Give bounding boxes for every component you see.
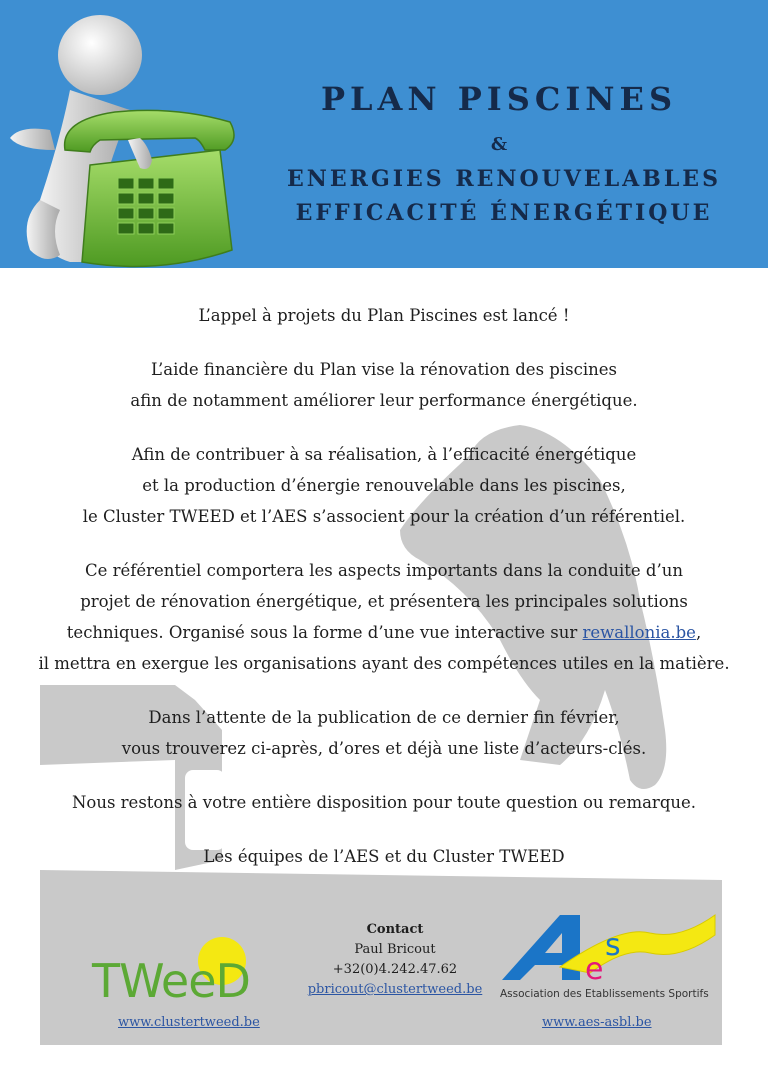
text-line: Ce référentiel comportera les aspects importants dans la conduite d’un [85,561,683,580]
text-line: il mettra en exergue les organisations ayant des compétences utiles en la matière. [38,654,730,673]
text-line: techniques. Organisé sous la forme d’une vue interactive sur [66,623,578,642]
paragraph-contribution [0,439,768,532]
text-line: Nous restons à votre entière disposition pour toute question ou remarque. [71,793,697,812]
text-line: L’appel à projets du Plan Piscines est lancé ! [198,306,570,325]
main-text [0,300,768,895]
subtitle-line-2: EFFICACITÉ ÉNERGÉTIQUE [295,200,713,226]
aes-caption: Association des Etablissements Sportifs [500,988,709,1000]
paragraph-waiting [0,702,768,764]
paragraph-referential [0,555,768,679]
subtitle-line-1: ENERGIES RENOUVELABLES [287,166,721,192]
tweed-website-link[interactable]: www.clustertweed.be [118,1015,260,1030]
text-line: Dans l’attente de la publication de ce dernier fin février, [148,708,620,727]
tweed-logo [90,925,280,1005]
svg-text:e: e [585,952,604,987]
svg-text:s: s [605,928,621,963]
contact-email-link[interactable]: pbricout@clustertweed.be [307,982,483,997]
text-line: projet de rénovation énergétique, et présentera les principales solutions [80,592,688,611]
text-line: le Cluster TWEED et l’AES s’associent pour la création d’un référentiel. [82,507,686,526]
ampersand: & [490,134,508,155]
contact-phone: +32(0)4.242.47.62 [332,962,458,977]
text-line: et la production d’énergie renouvelable dans les piscines, [142,476,626,495]
text-line: L’aide financière du Plan vise la rénovation des piscines [151,360,617,379]
rewallonia-link[interactable]: rewallonia.be [582,623,696,642]
paragraph-signature [0,841,768,872]
text-line: Afin de contribuer à sa réalisation, à l’efficacité énergétique [131,445,637,464]
contact-title: Contact [366,922,424,937]
paragraph-availability [0,787,768,818]
text-comma: , [695,623,702,642]
page-title: PLAN PISCINES [320,80,678,118]
text-line: Les équipes de l’AES et du Cluster TWEED [203,847,565,866]
contact-name: Paul Bricout [354,942,436,957]
phone-figure-illustration [0,0,245,285]
text-line: vous trouverez ci-après, d’ores et déjà une liste d’acteurs-clés. [121,739,647,758]
tweed-logo-text: TWeeD [92,954,250,1005]
aes-logo [500,905,720,990]
paragraph-intro [0,300,768,331]
text-line: afin de notamment améliorer leur performance énergétique. [130,391,638,410]
contact-block [300,920,490,1000]
aes-website-link[interactable]: www.aes-asbl.be [542,1015,652,1030]
paragraph-aid [0,354,768,416]
